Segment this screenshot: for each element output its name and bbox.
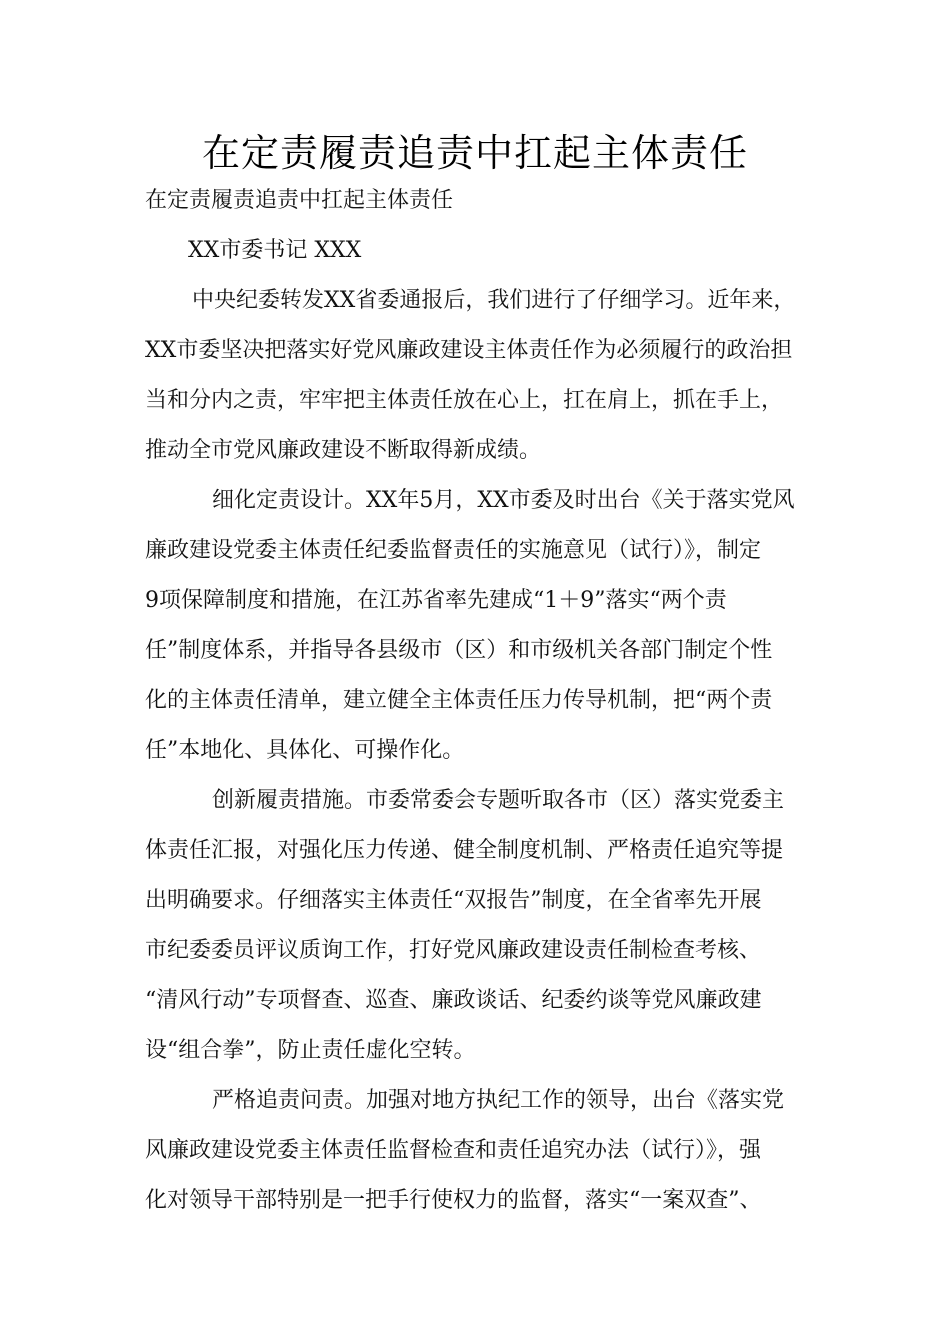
paragraph-line: 化的主体责任清单，建立健全主体责任压力传导机制，把“两个责 xyxy=(145,688,773,713)
paragraph-line: 中央纪委转发XX省委通报后，我们进行了仔细学习。近年来， xyxy=(192,288,796,313)
paragraph-line: 出明确要求。仔细落实主体责任“双报告”制度，在全省率先开展 xyxy=(145,888,762,913)
document-title: 在定责履责追责中扛起主体责任 xyxy=(201,131,748,175)
paragraph-line: 任”本地化、具体化、可操作化。 xyxy=(145,738,465,763)
paragraph-line: 市纪委委员评议质询工作，打好党风廉政建设责任制检查考核、 xyxy=(145,938,762,963)
paragraph-line: 设“组合拳”，防止责任虚化空转。 xyxy=(145,1038,476,1063)
author-line: XX市委书记 XXX xyxy=(188,238,362,263)
paragraph-line: 廉政建设党委主体责任纪委监督责任的实施意见（试行）》，制定 xyxy=(145,538,762,563)
paragraph-line: 推动全市党风廉政建设不断取得新成绩。 xyxy=(145,438,542,463)
paragraph-line: 创新履责措施。市委常委会专题听取各市（区）落实党委主 xyxy=(212,788,785,813)
paragraph-line: “清风行动”专项督查、巡查、廉政谈话、纪委约谈等党风廉政建 xyxy=(145,988,762,1013)
paragraph-line: XX市委坚决把落实好党风廉政建设主体责任作为必须履行的政治担 xyxy=(145,338,793,363)
subtitle-line: 在定责履责追责中扛起主体责任 xyxy=(145,188,454,213)
paragraph-line: 任”制度体系，并指导各县级市（区）和市级机关各部门制定个性 xyxy=(145,638,773,663)
paragraph-line: 体责任汇报，对强化压力传递、健全制度机制、严格责任追究等提 xyxy=(145,838,784,863)
paragraph-line: 细化定责设计。XX年5月，XX市委及时出台《关于落实党风 xyxy=(212,488,795,513)
paragraph-line: 化对领导干部特别是一把手行使权力的监督，落实“一案双查”、 xyxy=(145,1188,762,1213)
paragraph-line: 严格追责问责。加强对地方执纪工作的领导，出台《落实党 xyxy=(212,1088,785,1113)
paragraph-line: 当和分内之责，牢牢把主体责任放在心上，扛在肩上，抓在手上， xyxy=(145,388,784,413)
paragraph-line: 9项保障制度和措施，在江苏省率先建成“1＋9”落实“两个责 xyxy=(145,588,727,613)
paragraph-line: 风廉政建设党委主体责任监督检查和责任追究办法（试行）》，强 xyxy=(145,1138,762,1163)
